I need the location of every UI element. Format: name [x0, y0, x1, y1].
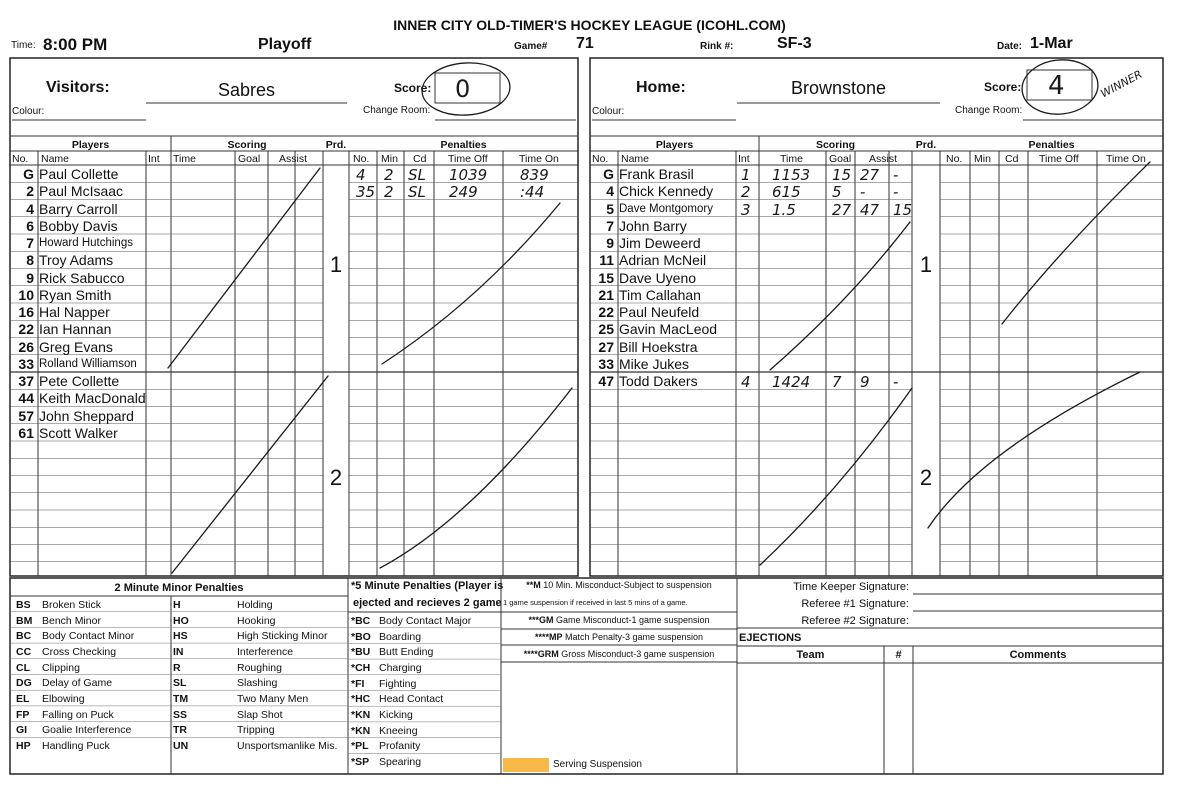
penalty-code-row [351, 707, 471, 723]
player-name: John Sheppard [39, 407, 134, 424]
game-number: 71 [576, 35, 594, 52]
penalty-code: H [173, 598, 181, 611]
penalty-code: *CH [351, 661, 371, 674]
visitors-player-row [10, 408, 146, 425]
penalty-description: Holding [237, 598, 273, 611]
penalty-code: TM [173, 692, 189, 705]
h-col-time-on: Time On [1106, 153, 1146, 165]
visitors-player-row [10, 218, 146, 235]
player-name: Scott Walker [39, 424, 118, 441]
penalty-code-row [351, 613, 471, 629]
time-label: Time: [11, 40, 36, 51]
penalty-code-row [16, 660, 134, 676]
penalty-code-row [351, 754, 471, 770]
h-players-header: Players [655, 139, 694, 151]
player-number: 25 [598, 321, 614, 338]
v-prd-header: Prd. [325, 139, 347, 151]
penalty-code-row [351, 739, 471, 755]
penalty-description: Slashing [237, 677, 278, 690]
h-scoring-int: 1 [741, 166, 751, 184]
h-scoring-int: 3 [741, 200, 751, 219]
visitors-change-room-label: Change Room: [363, 105, 431, 116]
misconduct-mp: ****MP Match Penalty-3 game suspension [534, 632, 704, 642]
minor-right-list [173, 597, 337, 754]
player-name: Bill Hoekstra [619, 338, 698, 355]
v-col-time-off: Time Off [448, 153, 488, 165]
visitors-roster [10, 166, 146, 442]
home-player-row [590, 287, 717, 304]
visitors-player-row [10, 304, 146, 321]
player-name: Dave Montgomory [619, 202, 713, 215]
league-title: INNER CITY OLD-TIMER'S HOCKEY LEAGUE (ICOHL.COM) [393, 17, 786, 33]
date-label: Date: [997, 41, 1023, 52]
misconduct-m: **M 10 Min. Misconduct-Subject to suspension [526, 580, 712, 590]
h-col-time-off: Time Off [1039, 153, 1079, 165]
penalty-description: Interference [237, 645, 294, 658]
player-name: Chick Kennedy [619, 183, 714, 200]
penalty-description: Roughing [237, 661, 282, 674]
penalty-description: Clipping [42, 661, 80, 674]
visitors-score-label: Score: [394, 81, 432, 95]
h-scoring-assist: - [860, 183, 866, 202]
v-players-header: Players [71, 139, 110, 151]
penalty-code-row [173, 644, 337, 660]
ejections-number-header: # [895, 649, 902, 661]
v-col-assist: Assist [279, 153, 308, 165]
home-player-row [590, 356, 717, 373]
penalty-code-row [173, 660, 337, 676]
home-player-row [590, 304, 717, 321]
h-scoring-int: 4 [741, 373, 751, 391]
penalty-code: *KN [351, 724, 371, 737]
penalty-code-row [173, 597, 337, 613]
home-player-row [590, 339, 717, 356]
v-col-goal: Goal [238, 153, 261, 165]
player-name: Greg Evans [39, 338, 113, 355]
penalty-code-row [16, 613, 134, 629]
player-number: G [23, 166, 34, 182]
player-name: Howard Hutchings [39, 237, 133, 249]
game-label: Game# [514, 41, 548, 52]
penalty-description: High Sticking Minor [237, 630, 328, 643]
penalty-code-row [351, 644, 471, 660]
player-number: 7 [26, 235, 34, 251]
visitors-label: Visitors: [46, 79, 110, 96]
major-list [351, 613, 471, 770]
player-number: 15 [598, 269, 614, 286]
h-col-assist: Assist [869, 153, 898, 165]
v-scoring-header: Scoring [227, 139, 267, 151]
v-col-no: No. [12, 153, 29, 165]
h-scoring-time: 1153 [772, 166, 811, 184]
penalty-code: GI [16, 724, 28, 737]
player-name: Troy Adams [39, 252, 114, 269]
player-name: Rick Sabucco [39, 269, 125, 286]
penalty-code: EL [16, 692, 30, 705]
penalty-code-row [173, 723, 337, 739]
minor-left-list [16, 597, 134, 754]
player-number: 22 [18, 321, 34, 338]
player-number: 33 [598, 355, 614, 372]
home-score: 4 [1048, 71, 1065, 101]
game-type: Playoff [258, 36, 312, 53]
h-scoring-goal: 15 [832, 166, 852, 184]
player-number: 44 [18, 390, 34, 407]
penalty-code: IN [173, 645, 184, 658]
h-col-no: No. [592, 153, 609, 165]
penalty-code-row [16, 691, 134, 707]
v-period-2: 2 [329, 465, 343, 490]
home-change-room-label: Change Room: [955, 105, 1023, 116]
serving-suspension-label: Serving Suspension [553, 759, 642, 770]
player-number: 37 [18, 373, 34, 389]
player-name: Ryan Smith [39, 286, 112, 303]
home-player-row [590, 252, 717, 269]
player-name: Barry Carroll [39, 200, 118, 217]
penalty-description: Tripping [237, 724, 275, 737]
v-penalty-time-on: 839 [520, 166, 549, 184]
v-col-cd: Cd [413, 153, 427, 165]
penalty-code: R [173, 661, 181, 674]
home-label: Home: [636, 79, 686, 96]
rink: SF-3 [777, 35, 812, 52]
minor-title: 2 Minute Minor Penalties [114, 582, 244, 594]
player-number: 27 [598, 338, 614, 355]
referee1-signature-label: Referee #1 Signature: [801, 598, 909, 610]
v-penalties-header: Penalties [440, 139, 487, 151]
player-name: John Barry [619, 217, 687, 234]
penalty-code-row [173, 675, 337, 691]
h-col-cd: Cd [1005, 153, 1019, 165]
h-col-time: Time [780, 153, 803, 165]
winner-note: WINNER [1098, 67, 1145, 101]
h-scoring-assist2: - [893, 166, 899, 184]
v-col-int: Int [148, 153, 160, 165]
penalty-code-row [351, 723, 471, 739]
major-title-2: ejected and recieves 2 game [353, 597, 502, 609]
v-penalty-code: SL [408, 166, 426, 184]
h-scoring-goal: 27 [832, 200, 852, 219]
penalty-description: Delay of Game [42, 677, 113, 690]
penalty-code: *HC [351, 693, 371, 706]
v-penalty-time-off: 1039 [449, 166, 488, 184]
h-scoring-time: 1.5 [772, 200, 796, 219]
penalty-description: Head Contact [379, 693, 444, 706]
h-scoring-goal: 5 [832, 183, 842, 202]
penalty-code: UN [173, 740, 189, 753]
h-col-pno: No. [946, 153, 963, 165]
penalty-code-row [173, 707, 337, 723]
visitors-player-row [10, 201, 146, 218]
player-number: 33 [18, 355, 34, 372]
h-scoring-assist2: - [893, 183, 899, 202]
visitors-player-row [10, 287, 146, 304]
major-title-1: *5 Minute Penalties (Player is [351, 580, 504, 592]
player-number: 57 [18, 407, 34, 424]
penalty-code: *KN [351, 708, 371, 721]
player-name: Pete Collette [39, 373, 120, 389]
player-name: Tim Callahan [619, 286, 701, 303]
penalty-code: HO [173, 614, 189, 627]
penalty-description: Bench Minor [42, 614, 101, 627]
penalty-description: Unsportsmanlike Mis. [237, 740, 338, 753]
visitors-player-row [10, 252, 146, 269]
penalty-description: Cross Checking [42, 645, 117, 658]
h-col-min: Min [974, 153, 991, 165]
penalty-code: TR [173, 724, 187, 737]
v-penalty-no: 4 [356, 166, 366, 184]
player-number: 8 [26, 252, 34, 269]
penalty-code: DG [16, 677, 32, 690]
penalty-code: FP [16, 708, 30, 721]
penalty-description: Kicking [379, 708, 413, 721]
penalty-code: HS [173, 630, 188, 643]
player-number: 61 [18, 424, 34, 441]
h-period-2: 2 [919, 465, 933, 490]
penalty-code: *BU [351, 646, 371, 659]
visitors-team: Sabres [217, 80, 276, 100]
visitors-player-row [10, 166, 146, 183]
h-scoring-assist2: 15 [893, 200, 913, 219]
h-scoring-int: 2 [741, 183, 751, 202]
v-penalty-min: 2 [384, 183, 394, 202]
penalty-code: HP [16, 740, 31, 753]
visitors-player-row [10, 356, 146, 373]
visitors-player-row [10, 270, 146, 287]
h-col-int: Int [738, 153, 750, 165]
penalty-code-row [16, 707, 134, 723]
home-player-row [590, 235, 717, 252]
penalty-description: Butt Ending [379, 646, 434, 659]
visitors-colour-label: Colour: [12, 106, 45, 117]
penalty-code: *BC [351, 614, 371, 627]
visitors-player-row [10, 235, 146, 252]
penalty-description: Boarding [379, 630, 422, 643]
h-scoring-assist2: - [893, 373, 899, 391]
visitors-score: 0 [455, 75, 471, 103]
player-name: Adrian McNeil [619, 252, 707, 269]
penalty-description: Fighting [379, 677, 417, 690]
penalty-code: CL [16, 661, 30, 674]
h-scoring-time: 615 [772, 183, 801, 202]
penalty-code: *FI [351, 677, 365, 690]
player-name: Frank Brasil [619, 166, 694, 182]
visitors-player-row [10, 183, 146, 200]
v-col-pno: No. [353, 153, 370, 165]
h-scoring-assist: 9 [860, 373, 870, 391]
player-name: Keith MacDonald [39, 390, 146, 407]
h-scoring-assist: 47 [860, 200, 880, 219]
h-penalties-header: Penalties [1028, 139, 1075, 151]
home-player-row [590, 218, 717, 235]
player-name: Bobby Davis [39, 217, 118, 234]
penalty-description: Body Contact Major [379, 614, 472, 627]
player-number: 26 [18, 338, 34, 355]
v-penalty-code: SL [408, 183, 426, 202]
game-time: 8:00 PM [43, 35, 108, 54]
h-prd-header: Prd. [915, 139, 937, 151]
h-scoring-assist: 27 [860, 166, 880, 184]
penalty-code: *PL [351, 740, 369, 753]
penalty-description: Two Many Men [237, 692, 309, 705]
penalty-code-row [16, 738, 134, 754]
player-number: 9 [26, 269, 34, 286]
player-number: 5 [606, 200, 614, 217]
player-name: Jim Deweerd [619, 235, 701, 251]
penalty-description: Falling on Puck [42, 708, 114, 721]
player-name: Ian Hannan [39, 321, 112, 338]
player-number: 9 [606, 235, 614, 251]
player-number: 7 [606, 217, 614, 234]
penalty-description: Profanity [379, 740, 421, 753]
penalty-description: Goalie Interference [42, 724, 132, 737]
penalty-code: *SP [351, 756, 370, 769]
player-number: 47 [598, 373, 614, 389]
penalty-code-row [16, 675, 134, 691]
player-number: 2 [26, 183, 34, 200]
serving-suspension-swatch [503, 758, 549, 772]
visitors-player-row [10, 390, 146, 407]
penalty-code: BC [16, 630, 32, 643]
v-col-min: Min [381, 153, 398, 165]
v-col-name: Name [41, 153, 70, 165]
penalty-code: SS [173, 708, 188, 721]
penalty-code-row [173, 613, 337, 629]
player-name: Dave Uyeno [619, 269, 697, 286]
penalty-code: CC [16, 645, 32, 658]
date: 1-Mar [1030, 35, 1073, 52]
penalty-code: BS [16, 598, 31, 611]
player-number: 22 [598, 304, 614, 320]
penalty-code: SL [173, 677, 187, 690]
player-name: Todd Dakers [619, 373, 698, 389]
penalty-description: Handling Puck [42, 740, 110, 753]
h-col-goal: Goal [829, 153, 852, 165]
penalty-code-row [173, 691, 337, 707]
home-roster [590, 166, 717, 390]
home-player-row [590, 270, 717, 287]
penalty-description: Hooking [237, 614, 276, 627]
visitors-player-row [10, 373, 146, 390]
player-number: 4 [606, 183, 614, 200]
player-name: Paul McIsaac [39, 183, 124, 200]
penalty-description: Elbowing [42, 692, 85, 705]
penalty-description: Spearing [379, 756, 422, 769]
penalty-code-row [16, 723, 134, 739]
h-scoring-goal: 7 [832, 373, 842, 391]
home-player-row [590, 183, 717, 200]
player-number: 16 [18, 304, 34, 320]
h-col-name: Name [621, 153, 650, 165]
player-name: Paul Collette [39, 166, 119, 182]
penalty-code-row [16, 628, 134, 644]
player-name: Mike Jukes [619, 355, 690, 372]
timekeeper-signature-label: Time Keeper Signature: [793, 581, 909, 593]
home-player-row [590, 201, 717, 218]
player-number: 6 [26, 217, 34, 234]
player-number: 4 [26, 200, 34, 217]
player-name: Gavin MacLeod [619, 321, 718, 338]
home-team: Brownstone [790, 78, 887, 98]
player-number: G [603, 166, 614, 182]
visitors-player-row [10, 425, 146, 442]
misconduct-m-note: 1 game suspension if received in last 5 mins of a game. [503, 598, 688, 607]
penalty-code-row [173, 738, 337, 754]
penalty-code: BM [16, 614, 33, 627]
penalty-description: Slap Shot [237, 708, 283, 721]
h-scoring-time: 1424 [772, 373, 811, 391]
ejections-team-header: Team [796, 649, 825, 661]
v-period-1: 1 [329, 252, 343, 277]
penalty-code-row [351, 691, 471, 707]
home-player-row [590, 321, 717, 338]
penalty-description: Kneeing [379, 724, 418, 737]
ejections-title: EJECTIONS [739, 632, 802, 644]
referee2-signature-label: Referee #2 Signature: [801, 615, 909, 627]
penalty-code-row [351, 676, 471, 692]
v-penalty-time-on: :44 [520, 183, 545, 202]
v-penalty-no: 35 [356, 183, 376, 202]
player-number: 21 [598, 286, 614, 303]
v-col-time-on: Time On [519, 153, 559, 165]
penalty-code-row [173, 628, 337, 644]
home-score-label: Score: [984, 80, 1022, 94]
player-name: Rolland Williamson [39, 357, 137, 370]
penalty-code: *BO [351, 630, 371, 643]
misconduct-grm: ****GRM Gross Misconduct-3 game suspension [523, 649, 715, 659]
home-player-row [590, 166, 717, 183]
visitors-player-row [10, 321, 146, 338]
rink-label: Rink #: [700, 41, 734, 52]
home-colour-label: Colour: [592, 106, 625, 117]
home-player-row [590, 373, 717, 390]
misconduct-gm: ***GM Game Misconduct-1 game suspension [528, 615, 710, 625]
visitors-player-row [10, 339, 146, 356]
v-penalty-min: 2 [384, 166, 394, 184]
h-period-1: 1 [919, 252, 933, 277]
penalty-description: Broken Stick [42, 598, 101, 611]
player-number: 11 [599, 252, 614, 269]
penalty-code-row [351, 660, 471, 676]
v-penalty-time-off: 249 [449, 183, 478, 202]
h-scoring-header: Scoring [815, 139, 856, 151]
player-name: Paul Neufeld [619, 304, 700, 320]
penalty-code-row [16, 597, 134, 613]
player-number: 10 [18, 286, 34, 303]
v-col-time: Time [173, 153, 196, 165]
penalty-description: Body Contact Minor [42, 630, 135, 643]
ejections-comments-header: Comments [1009, 649, 1067, 661]
penalty-code-row [16, 644, 134, 660]
player-name: Hal Napper [39, 304, 110, 320]
penalty-description: Charging [379, 661, 422, 674]
penalty-code-row [351, 629, 471, 645]
